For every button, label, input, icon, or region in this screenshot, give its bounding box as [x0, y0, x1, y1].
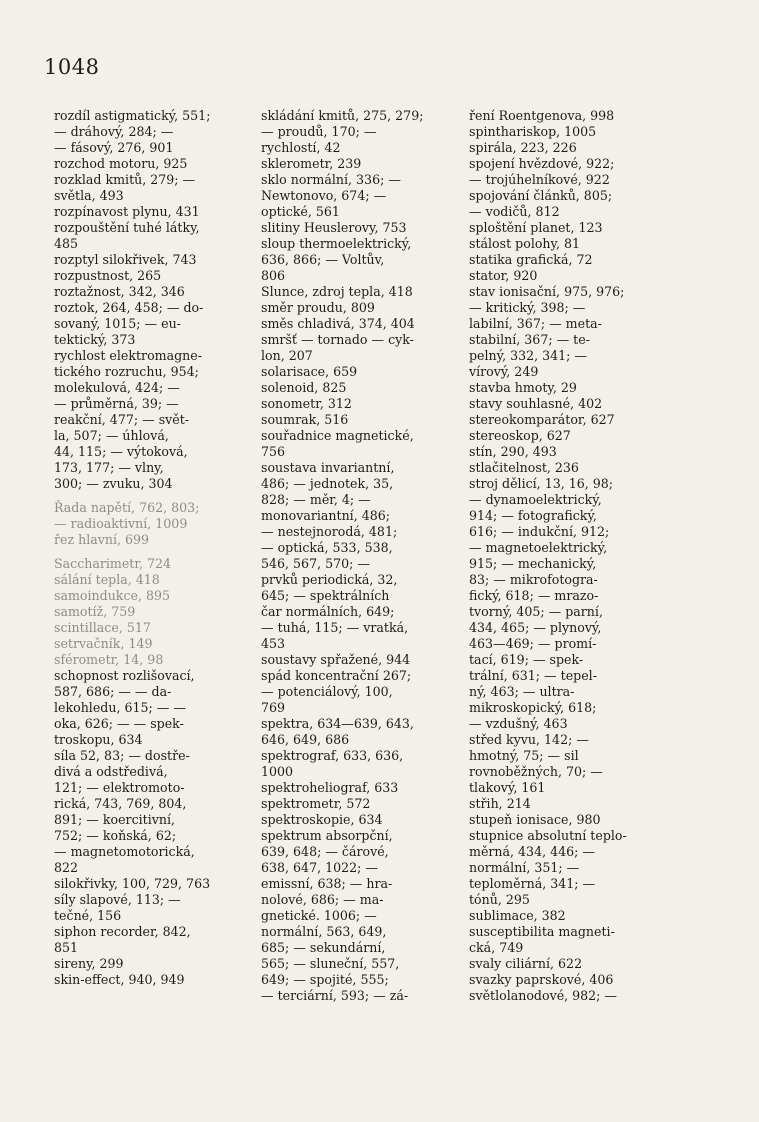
index-entry-line: monovariantní, 486; — [261, 508, 390, 523]
index-entry-line: cká, 749 — [469, 940, 524, 955]
index-entry-line: labilní, 367; — meta- — [469, 316, 602, 331]
index-entry-line: stálost polohy, 81 — [469, 236, 581, 251]
index-entry-line: smršť — tornado — cyk- — [261, 332, 414, 347]
index-entry-line: spektrometr, 572 — [261, 796, 371, 811]
index-entry-line: rychlost elektromagne- — [54, 348, 202, 363]
index-entry-line: — radioaktivní, 1009 — [54, 516, 188, 531]
index-entry-line: souřadnice magnetické, — [261, 428, 414, 443]
index-entry-line: 645; — spektrálních — [261, 588, 390, 603]
index-entry-line: 463—469; — promí- — [469, 636, 597, 651]
index-entry-line: Slunce, zdroj tepla, 418 — [261, 284, 413, 299]
index-entry-line: 646, 649, 686 — [261, 732, 350, 747]
index-entry-line: řez hlavní, 699 — [54, 532, 150, 547]
index-entry-line: 44, 115; — výtoková, — [54, 444, 188, 459]
index-entry-line: — proudů, 170; — — [261, 124, 377, 139]
index-entry-line: — magnetomotorická, — [54, 844, 195, 859]
index-entry-line: rozdíl astigmatický, 551; — [54, 108, 211, 123]
index-entry-line: tektický, 373 — [54, 332, 136, 347]
index-column-1 — [54, 108, 254, 988]
index-entry-line: divá a odstředivá, — [54, 764, 168, 779]
index-entry-line: soustava invariantní, — [261, 460, 395, 475]
index-entry-line: sublimace, 382 — [469, 908, 566, 923]
index-entry-line: 639, 648; — čárové, — [261, 844, 389, 859]
index-entry-line: stupeň ionisace, 980 — [469, 812, 601, 827]
index-entry-line: stavba hmoty, 29 — [469, 380, 577, 395]
index-entry-line: spektrograf, 633, 636, — [261, 748, 404, 763]
index-entry-line: 546, 567, 570; — — [261, 556, 370, 571]
index-entry-line: sférometr, 14, 98 — [54, 652, 164, 667]
index-entry-line: 485 — [54, 236, 79, 251]
index-entry-line: la, 507; — úhlová, — [54, 428, 169, 443]
index-column-2 — [261, 108, 461, 1004]
index-entry-line: rozchod motoru, 925 — [54, 156, 188, 171]
index-entry-line: tací, 619; — spek- — [469, 652, 584, 667]
index-entry-line: solarisace, 659 — [261, 364, 358, 379]
index-entry-line: síly slapové, 113; — — [54, 892, 181, 907]
index-entry-line: — terciární, 593; — zá- — [261, 988, 409, 1003]
index-entry-line: sloup thermoelektrický, — [261, 236, 412, 251]
index-entry-line: spinthariskop, 1005 — [469, 124, 597, 139]
index-entry-line: ný, 463; — ultra- — [469, 684, 575, 699]
index-entry-line: trální, 631; — tepel- — [469, 668, 597, 683]
index-entry-line: — vodičů, 812 — [469, 204, 560, 219]
index-entry-line: 1000 — [261, 764, 294, 779]
index-entry-line: prvků periodická, 32, — [261, 572, 398, 587]
index-entry-line: 587, 686; — — da- — [54, 684, 172, 699]
index-entry-line: 828; — měr, 4; — — [261, 492, 371, 507]
index-entry-line: sonometr, 312 — [261, 396, 352, 411]
index-entry-line: sálání tepla, 418 — [54, 572, 160, 587]
index-entry-line: tečné, 156 — [54, 908, 122, 923]
index-entry-line: vírový, 249 — [469, 364, 539, 379]
index-entry-line: svazky paprskové, 406 — [469, 972, 614, 987]
index-entry-line: gnetické. 1006; — — [261, 908, 377, 923]
index-entry-line: stator, 920 — [469, 268, 538, 283]
index-entry-line: ření Roentgenova, 998 — [469, 108, 615, 123]
index-entry-line: světlolanodové, 982; — — [469, 988, 618, 1003]
index-entry-line: rozklad kmitů, 279; — — [54, 172, 196, 187]
index-entry-line: molekulová, 424; — — [54, 380, 180, 395]
index-entry-line: 565; — sluneční, 557, — [261, 956, 400, 971]
index-entry-line: hmotný, 75; — sil — [469, 748, 579, 763]
index-entry-line: Saccharimetr, 724 — [54, 556, 172, 571]
index-entry-line: čar normálních, 649; — [261, 604, 395, 619]
index-entry-line: statika grafická, 72 — [469, 252, 593, 267]
index-entry-line: spirála, 223, 226 — [469, 140, 577, 155]
index-entry-line: rozpínavost plynu, 431 — [54, 204, 200, 219]
index-entry-line: fický, 618; — mrazo- — [469, 588, 599, 603]
index-entry-line: střih, 214 — [469, 796, 531, 811]
index-entry-line: reakční, 477; — svět- — [54, 412, 190, 427]
index-entry-line: 769 — [261, 700, 286, 715]
index-entry-line: stereokomparátor, 627 — [469, 412, 615, 427]
index-entry-line: 851 — [54, 940, 79, 955]
index-entry-line: směs chladivá, 374, 404 — [261, 316, 415, 331]
index-entry-line: sploštění planet, 123 — [469, 220, 603, 235]
index-entry-line: stav ionisační, 975, 976; — [469, 284, 625, 299]
index-entry-line: normální, 351; — — [469, 860, 580, 875]
index-entry-line: — fásový, 276, 901 — [54, 140, 174, 155]
index-entry-line: 685; — sekundární, — [261, 940, 386, 955]
index-entry-line: — potenciálový, 100, — [261, 684, 393, 699]
index-entry-line: Newtonovo, 674; — — [261, 188, 387, 203]
index-entry-line: 915; — mechanický, — [469, 556, 597, 571]
index-entry-line: — dráhový, 284; — — [54, 124, 174, 139]
index-entry-line: 83; — mikrofotogra- — [469, 572, 598, 587]
index-entry-line: samoindukce, 895 — [54, 588, 170, 603]
index-entry-line: stroj dělicí, 13, 16, 98; — [469, 476, 614, 491]
index-entry-line: teploměrná, 341; — — [469, 876, 596, 891]
index-entry-line: rychlostí, 42 — [261, 140, 341, 155]
index-entry-line: rovnoběžných, 70; — — [469, 764, 603, 779]
index-entry-line: — optická, 533, 538, — [261, 540, 393, 555]
index-entry-line: svaly ciliární, 622 — [469, 956, 583, 971]
index-entry-line: — dynamoelektrický, — [469, 492, 602, 507]
index-entry-line: stabilní, 367; — te- — [469, 332, 590, 347]
index-entry-line: solenoid, 825 — [261, 380, 347, 395]
index-entry-line: 806 — [261, 268, 286, 283]
index-entry-line: rická, 743, 769, 804, — [54, 796, 187, 811]
index-entry-line: rozpouštění tuhé látky, — [54, 220, 200, 235]
index-entry-line: tlakový, 161 — [469, 780, 546, 795]
index-entry-line: lekohledu, 615; — — — [54, 700, 186, 715]
index-entry-line: roztok, 264, 458; — do- — [54, 300, 204, 315]
index-entry-line: světla, 493 — [54, 188, 124, 203]
index-entry-line: 121; — elektromoto- — [54, 780, 185, 795]
index-entry-line: 173, 177; — vlny, — [54, 460, 164, 475]
index-entry-line: schopnost rozlišovací, — [54, 668, 195, 683]
index-entry-line: spojování článků, 805; — [469, 188, 613, 203]
index-entry-line: 756 — [261, 444, 286, 459]
index-entry-line: silokřivky, 100, 729, 763 — [54, 876, 211, 891]
index-entry-line: tónů, 295 — [469, 892, 530, 907]
index-entry-line: susceptibilita magneti- — [469, 924, 615, 939]
index-entry-line: — průměrná, 39; — — [54, 396, 179, 411]
section-gap — [54, 548, 254, 556]
index-entry-line: sovaný, 1015; — eu- — [54, 316, 181, 331]
index-entry-line: — tuhá, 115; — vratká, — [261, 620, 409, 635]
index-entry-line: — trojúhelníkové, 922 — [469, 172, 610, 187]
index-entry-line: měrná, 434, 446; — — [469, 844, 595, 859]
index-entry-line: skládání kmitů, 275, 279; — [261, 108, 424, 123]
index-entry-line: 649; — spojité, 555; — [261, 972, 389, 987]
index-entry-line: troskopu, 634 — [54, 732, 143, 747]
index-entry-line: setrvačník, 149 — [54, 636, 153, 651]
index-entry-line: spád koncentrační 267; — [261, 668, 412, 683]
index-entry-line: tického rozruchu, 954; — [54, 364, 199, 379]
index-entry-line: skin-effect, 940, 949 — [54, 972, 185, 987]
index-entry-line: — magnetoelektrický, — [469, 540, 608, 555]
index-entry-line: siphon recorder, 842, — [54, 924, 191, 939]
index-entry-line: 486; — jednotek, 35, — [261, 476, 394, 491]
index-entry-line: normální, 563, 649, — [261, 924, 387, 939]
index-entry-line: nolové, 686; — ma- — [261, 892, 384, 907]
index-entry-line: 300; — zvuku, 304 — [54, 476, 173, 491]
index-entry-line: spektra, 634—639, 643, — [261, 716, 414, 731]
index-entry-line: 453 — [261, 636, 286, 651]
index-entry-line: soumrak, 516 — [261, 412, 349, 427]
index-entry-line: emissní, 638; — hra- — [261, 876, 393, 891]
index-entry-line: stereoskop, 627 — [469, 428, 571, 443]
index-entry-line: — vzdušný, 463 — [469, 716, 568, 731]
index-entry-line: optické, 561 — [261, 204, 340, 219]
index-entry-line: oka, 626; — — spek- — [54, 716, 184, 731]
index-entry-line: slitiny Heuslerovy, 753 — [261, 220, 407, 235]
page-number: 1048 — [44, 55, 100, 79]
index-entry-line: stavy souhlasné, 402 — [469, 396, 603, 411]
index-entry-line: spektrum absorpční, — [261, 828, 393, 843]
index-entry-line: Řada napětí, 762, 803; — [54, 500, 200, 515]
index-entry-line: rozptyl silokřivek, 743 — [54, 252, 197, 267]
index-entry-line: mikroskopický, 618; — [469, 700, 597, 715]
index-entry-line: rozpustnost, 265 — [54, 268, 162, 283]
index-entry-line: 636, 866; — Voltův, — [261, 252, 385, 267]
index-column-3 — [469, 108, 669, 1004]
index-entry-line: 638, 647, 1022; — — [261, 860, 378, 875]
section-gap — [54, 492, 254, 500]
index-entry-line: spojení hvězdové, 922; — [469, 156, 615, 171]
index-entry-line: roztažnost, 342, 346 — [54, 284, 185, 299]
index-entry-line: stupnice absolutní teplo- — [469, 828, 627, 843]
index-entry-line: střed kyvu, 142; — — [469, 732, 589, 747]
index-entry-line: 914; — fotografický, — [469, 508, 597, 523]
index-entry-line: sireny, 299 — [54, 956, 124, 971]
index-entry-line: tvorný, 405; — parní, — [469, 604, 603, 619]
index-entry-line: směr proudu, 809 — [261, 300, 375, 315]
index-entry-line: 616; — indukční, 912; — [469, 524, 610, 539]
index-entry-line: 891; — koercitivní, — [54, 812, 175, 827]
index-entry-line: — kritický, 398; — — [469, 300, 586, 315]
index-entry-line: 434, 465; — plynový, — [469, 620, 602, 635]
index-entry-line: síla 52, 83; — dostře- — [54, 748, 190, 763]
index-entry-line: — nestejnorodá, 481; — [261, 524, 398, 539]
index-entry-line: spektroheliograf, 633 — [261, 780, 399, 795]
index-entry-line: soustavy spřažené, 944 — [261, 652, 411, 667]
index-entry-line: pelný, 332, 341; — — [469, 348, 588, 363]
index-entry-line: sklo normální, 336; — — [261, 172, 401, 187]
index-entry-line: scintillace, 517 — [54, 620, 151, 635]
index-entry-line: spektroskopie, 634 — [261, 812, 383, 827]
index-entry-line: sklerometr, 239 — [261, 156, 362, 171]
index-entry-line: stín, 290, 493 — [469, 444, 557, 459]
index-entry-line: stlačitelnost, 236 — [469, 460, 579, 475]
index-entry-line: lon, 207 — [261, 348, 313, 363]
index-entry-line: 822 — [54, 860, 79, 875]
index-entry-line: samotíž, 759 — [54, 604, 136, 619]
index-entry-line: 752; — koňská, 62; — [54, 828, 177, 843]
